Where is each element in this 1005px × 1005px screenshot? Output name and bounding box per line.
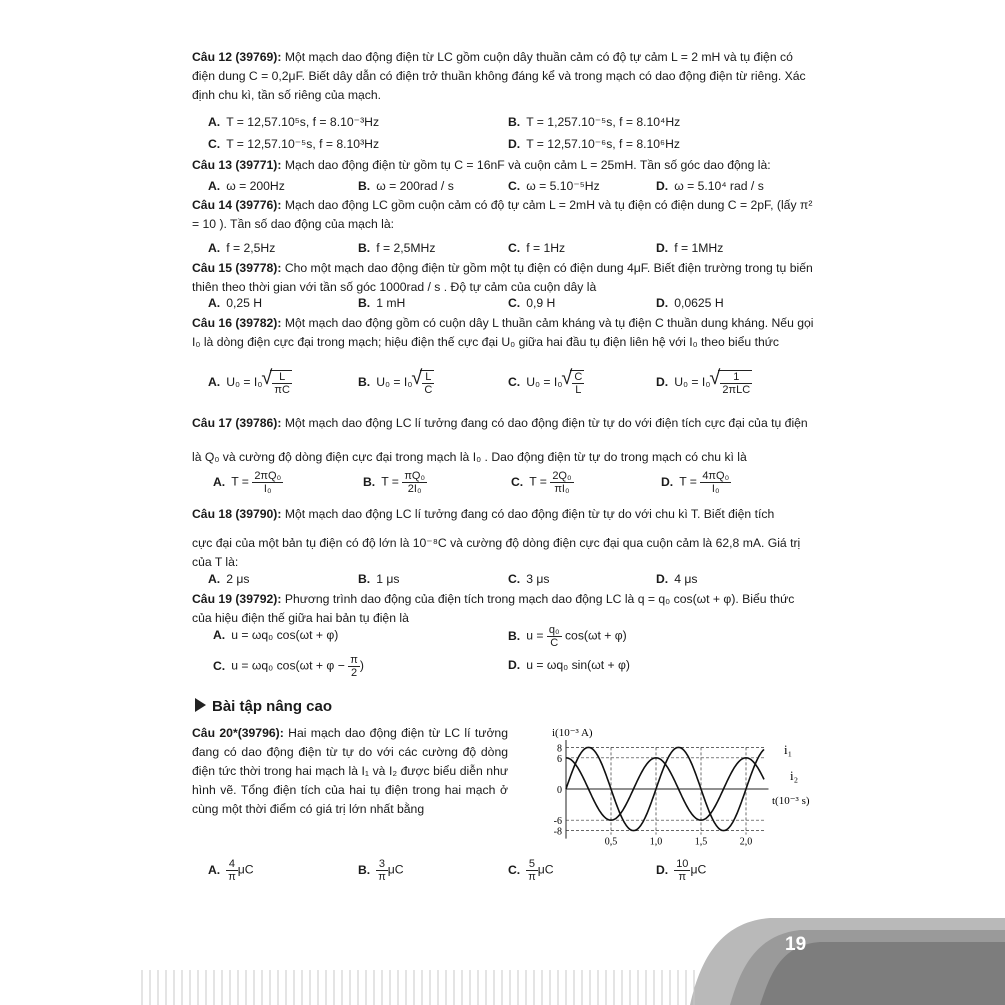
graph-x-label: t(10⁻³ s) <box>772 795 810 807</box>
question-17-cont <box>192 448 817 467</box>
q20-c[interactable]: C. $\frac{5}{\pi}$ μC <box>508 858 554 883</box>
page-number: 19 <box>785 934 807 955</box>
q20-a[interactable]: A. $\frac{4}{\pi}$ μC <box>208 858 254 883</box>
q15-text: Cho một mạch dao động điện từ gồm một tụ điện có điện dung 4μF. Biết điện trường trong tụ biến thiên theo thời gian với tần số góc 1000rad / s . Độ tự cảm của cuộn dây là <box>192 261 813 294</box>
q17-d[interactable]: D. T = $\frac{\text{4πQ₀}}{\text{I₀}}$ <box>661 470 730 495</box>
q19-label: Câu 19 (39792): <box>192 592 282 606</box>
q13-label: Câu 13 (39771): <box>192 158 282 172</box>
question-18 <box>192 505 817 524</box>
question-16 <box>192 314 817 352</box>
question-15 <box>192 259 817 297</box>
series-label-i2: i₂ <box>790 768 799 783</box>
q14-d[interactable]: f = 1MHz <box>674 241 724 255</box>
q19-d[interactable]: D. u = ωq₀ sin(ωt + φ) <box>508 658 630 672</box>
section-title: Bài tập nâng cao <box>212 698 333 715</box>
q14-c[interactable]: f = 1Hz <box>526 241 566 255</box>
q16-d[interactable]: D. U₀ = I₀ √ $\frac{1}{\text{2πLC}}$ <box>656 370 752 396</box>
question-12 <box>192 48 817 105</box>
q12-d[interactable]: T = 12,57.10⁻⁶s, f = 8.10⁶Hz <box>526 137 680 151</box>
q18-b[interactable]: 1 μs <box>376 572 400 586</box>
q17-c[interactable]: C. T = $\frac{\text{2Q₀}}{\text{πI₀}}$ <box>511 470 572 495</box>
q15-d[interactable]: 0,0625 H <box>674 296 724 310</box>
q15-options: A. 0,25 H B. 1 mH C. 0,9 H D. 0,0625 H <box>208 296 724 310</box>
y-tick-label: 0 <box>557 785 562 796</box>
q19-options-row1 <box>208 624 808 652</box>
question-18-cont <box>192 534 817 572</box>
q20-text: Hai mạch dao động điện từ LC lí tưởng đang có dao động điện từ tự do với các cường độ dòng điện tức thời trong hai mạch là I₁ và I₂ được biểu diễn như hình vẽ. Tổng điện tích của hai tụ điện trong hai mạch ở cùng một thời điểm có giá trị lớn nhất bằng <box>192 726 508 816</box>
x-tick-label: 1,5 <box>694 836 708 848</box>
q16-text: Một mạch dao động gồm có cuộn dây L thuần cảm kháng và tụ điện C thuần dung kháng. Nếu gọi I₀ là dòng điện cực đại trong mạch; hiệu điện thế cực đại U₀ giữa hai đầu tụ điện liên hệ với I₀ theo biểu thức <box>192 316 814 349</box>
q13-text: Mạch dao động điện từ gồm tụ C = 16nF và cuộn cảm L = 25mH. Tần số góc dao động là: <box>284 158 771 172</box>
q15-label: Câu 15 (39778): <box>192 261 282 275</box>
current-graph <box>548 722 823 848</box>
x-tick-label: 2,0 <box>739 836 753 848</box>
q16-label: Câu 16 (39782): <box>192 316 282 330</box>
q17-text1: Một mạch dao động LC lí tưởng đang có dao động điện từ tự do với điện tích cực đại của tụ điện <box>284 416 808 430</box>
q14-text: Mạch dao động LC gồm cuộn cảm có độ tự cảm L = 2mH và tụ điện có điện dung C = 2pF, (lấy π² = 10 ). Tần số dao động của mạch là: <box>192 198 813 231</box>
q14-b[interactable]: f = 2,5MHz <box>376 241 436 255</box>
q17-text2: là Q₀ và cường độ dòng điện cực đại trong mạch là I₀ . Dao động điện từ tự do trong mạch có chu kì là <box>192 450 747 464</box>
q12-options-row2: C. T = 12,57.10⁻⁵s, f = 8.10³Hz D. T = 12,57.10⁻⁶s, f = 8.10⁶Hz <box>208 137 680 151</box>
q18-options: A. 2 μs B. 1 μs C. 3 μs D. 4 μs <box>208 572 698 586</box>
q13-b[interactable]: ω = 200rad / s <box>376 179 454 193</box>
q16-c[interactable]: C. U₀ = I₀ √ $\frac{C}{L}$ <box>508 370 584 396</box>
q18-c[interactable]: 3 μs <box>526 572 550 586</box>
x-tick-label: 0,5 <box>604 836 618 848</box>
y-tick-label: 8 <box>557 743 562 755</box>
question-13 <box>192 156 817 175</box>
q18-text1: Một mạch dao động LC lí tưởng đang có dao động điện từ tự do với chu kì T. Biết điện tích <box>284 507 775 521</box>
q20-options <box>208 858 808 894</box>
q17-options <box>208 470 808 504</box>
q12-c[interactable]: T = 12,57.10⁻⁵s, f = 8.10³Hz <box>226 137 380 151</box>
q13-options: A. ω = 200Hz B. ω = 200rad / s C. ω = 5.10⁻⁵Hz D. ω = 5.10⁴ rad / s <box>208 179 764 193</box>
q19-text: Phương trình dao động của điện tích trong mạch dao động LC là q = q₀ cos(ωt + φ). Biểu thức của hiệu điện thế giữa hai bản tụ điện là <box>192 592 795 625</box>
q17-a[interactable]: A. T = $\frac{\text{2πQ₀}}{\text{I₀}}$ <box>213 470 282 495</box>
q14-options: A. f = 2,5Hz B. f = 2,5MHz C. f = 1Hz D. f = 1MHz <box>208 241 724 255</box>
q17-label: Câu 17 (39786): <box>192 416 282 430</box>
question-20 <box>192 724 508 819</box>
y-tick-label: -8 <box>553 826 562 838</box>
q12-a[interactable]: T = 12,57.10⁵s, f = 8.10⁻³Hz <box>226 115 380 129</box>
q12-b[interactable]: T = 1,257.10⁻⁵s, f = 8.10⁴Hz <box>526 115 681 129</box>
q20-label: Câu 20*(39796): <box>192 726 284 740</box>
q12-options-row1: A. T = 12,57.10⁵s, f = 8.10⁻³Hz B. T = 1,257.10⁻⁵s, f = 8.10⁴Hz <box>208 115 681 129</box>
q13-d[interactable]: ω = 5.10⁴ rad / s <box>674 179 764 193</box>
q14-label: Câu 14 (39776): <box>192 198 282 212</box>
question-14 <box>192 196 817 234</box>
q18-a[interactable]: 2 μs <box>226 572 250 586</box>
q15-a[interactable]: 0,25 H <box>226 296 263 310</box>
q16-a[interactable]: A. U₀ = I₀ √ $\frac{L}{\pi C}$ <box>208 370 292 396</box>
y-tick-label: 6 <box>557 753 562 765</box>
section-heading <box>195 698 332 715</box>
series-label-i1: i₁ <box>784 742 793 757</box>
q19-c[interactable]: C. u = ωq₀ cos(ωt + φ − $\frac{\pi}{2}$ ) <box>213 654 364 679</box>
footer-decoration <box>0 900 1005 1005</box>
q13-a[interactable]: ω = 200Hz <box>226 179 285 193</box>
q16-options <box>208 370 808 406</box>
q16-b[interactable]: B. U₀ = I₀ √ $\frac{L}{C}$ <box>358 370 434 396</box>
q12-label: Câu 12 (39769): <box>192 50 282 64</box>
triangle-bullet-icon <box>195 698 206 712</box>
q19-options-row2 <box>208 654 808 684</box>
q15-c[interactable]: 0,9 H <box>526 296 556 310</box>
q13-c[interactable]: ω = 5.10⁻⁵Hz <box>526 179 600 193</box>
question-17 <box>192 414 817 433</box>
question-19 <box>192 590 817 628</box>
q20-d[interactable]: D. $\frac{10}{\pi}$ μC <box>656 858 707 883</box>
q18-text2: cực đại của một bản tụ điện có độ lớn là 10⁻⁸C và cường độ dòng điện cực đại qua cuộn cảm là 62,8 mA. Giá trị của T là: <box>192 536 801 569</box>
q20-b[interactable]: B. $\frac{3}{\pi}$ μC <box>358 858 404 883</box>
q17-b[interactable]: B. T = $\frac{\text{πQ₀}}{\text{2I₀}}$ <box>363 470 426 495</box>
q18-label: Câu 18 (39790): <box>192 507 282 521</box>
graph-y-label: i(10⁻³ A) <box>552 727 593 739</box>
y-tick-label: -6 <box>553 816 562 828</box>
q15-b[interactable]: 1 mH <box>376 296 406 310</box>
q14-a[interactable]: f = 2,5Hz <box>226 241 276 255</box>
x-tick-label: 1,0 <box>649 836 663 848</box>
q18-d[interactable]: 4 μs <box>674 572 698 586</box>
q19-a[interactable]: A. u = ωq₀ cos(ωt + φ) <box>213 628 339 642</box>
q12-text: Một mạch dao động điện từ LC gồm cuộn dây thuần cảm có độ tự cảm L = 2 mH và tụ điện có điện dung C = 0,2μF. Biết dây dẫn có điện trở thuần không đáng kể và trong mạch có dao động điện từ riêng. Xác định chu kì, tần số riêng của mạch. <box>192 50 806 102</box>
q19-b[interactable]: B. u = $\frac{\text{q₀}}{C}$ cos(ωt + φ) <box>508 624 627 649</box>
graph-ticks <box>554 740 769 848</box>
